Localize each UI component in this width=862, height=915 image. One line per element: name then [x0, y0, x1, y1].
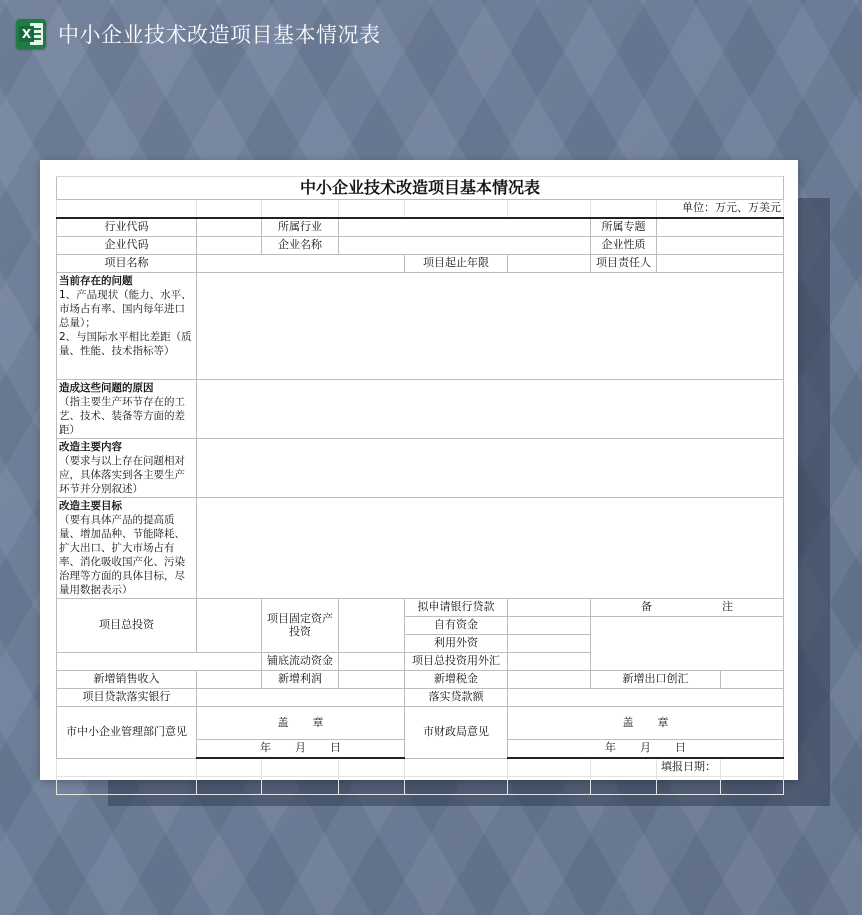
sheet-title: 中小企业技术改造项目基本情况表: [57, 177, 784, 200]
problems-label: 当前存在的问题 1、产品现状（能力、水平、市场占有率、国内每年进口总量）； 2、与国际水平相比差距（质量、性能、技术指标等）: [57, 273, 197, 380]
fixed-investment-cell[interactable]: [339, 599, 405, 653]
new-sales-cell[interactable]: [197, 671, 262, 689]
notes-header: 备 注: [591, 599, 784, 617]
excel-icon: X: [16, 19, 46, 49]
industry-code-cell[interactable]: [197, 218, 262, 237]
new-profit-cell[interactable]: [339, 671, 405, 689]
project-period-cell[interactable]: [508, 255, 591, 273]
topic-cell[interactable]: [657, 218, 784, 237]
company-type-cell[interactable]: [657, 237, 784, 255]
causes-cell[interactable]: [197, 380, 784, 439]
company-name-label: 企业名称: [262, 237, 339, 255]
foreign-capital-label: 利用外资: [405, 635, 508, 653]
sme-date[interactable]: 年 月 日: [197, 740, 405, 759]
loan-bank-cell[interactable]: [197, 689, 405, 707]
bank-loan-label: 拟申请银行贷款: [405, 599, 508, 617]
new-export-cell[interactable]: [721, 671, 784, 689]
spreadsheet-page: [40, 160, 798, 780]
blank-cell: [57, 653, 262, 671]
bank-loan-cell[interactable]: [508, 599, 591, 617]
form-table: [56, 176, 784, 795]
fx-label: 项目总投资用外汇: [405, 653, 508, 671]
finance-date[interactable]: 年 月 日: [508, 740, 784, 759]
fx-cell[interactable]: [508, 653, 591, 671]
company-name-cell[interactable]: [339, 237, 591, 255]
content-cell[interactable]: [197, 439, 784, 498]
total-investment-label: 项目总投资: [57, 599, 197, 653]
company-code-cell[interactable]: [197, 237, 262, 255]
unit-label: 单位：万元、万美元: [657, 200, 784, 219]
new-export-label: 新增出口创汇: [591, 671, 721, 689]
total-investment-cell[interactable]: [197, 599, 262, 653]
project-name-label: 项目名称: [57, 255, 197, 273]
loan-amount-label: 落实贷款额: [405, 689, 508, 707]
industry-cell[interactable]: [339, 218, 591, 237]
notes-cell[interactable]: [591, 617, 784, 671]
fill-date-label: 填报日期：: [657, 758, 721, 777]
working-capital-cell[interactable]: [339, 653, 405, 671]
loan-amount-cell[interactable]: [508, 689, 784, 707]
new-sales-label: 新增销售收入: [57, 671, 197, 689]
goals-label: 改造主要目标 （要有具体产品的提高质量、增加品种、节能降耗、扩大出口、扩大市场占有率、消化吸收国产化、污染治理等方面的具体目标，尽量用数据表示）: [57, 498, 197, 599]
new-profit-label: 新增利润: [262, 671, 339, 689]
industry-label: 所属行业: [262, 218, 339, 237]
topic-label: 所属专题: [591, 218, 657, 237]
company-code-label: 企业代码: [57, 237, 197, 255]
content-label: 改造主要内容 （要求与以上存在问题相对应，具体落实到各主要生产环节并分别叙述）: [57, 439, 197, 498]
own-funds-label: 自有资金: [405, 617, 508, 635]
project-name-cell[interactable]: [197, 255, 405, 273]
sme-seal: 盖 章: [197, 707, 405, 740]
new-tax-label: 新增税金: [405, 671, 508, 689]
fixed-investment-label: 项目固定资产投资: [262, 599, 339, 653]
project-lead-cell[interactable]: [657, 255, 784, 273]
industry-code-label: 行业代码: [57, 218, 197, 237]
finance-opinion-label: 市财政局意见: [405, 707, 508, 759]
working-capital-label: 铺底流动资金: [262, 653, 339, 671]
causes-label: 造成这些问题的原因 （指主要生产环节存在的工艺、技术、装备等方面的差距）: [57, 380, 197, 439]
problems-cell[interactable]: [197, 273, 784, 380]
company-type-label: 企业性质: [591, 237, 657, 255]
window-header: [16, 14, 381, 54]
finance-seal: 盖 章: [508, 707, 784, 740]
loan-bank-label: 项目贷款落实银行: [57, 689, 197, 707]
project-lead-label: 项目责任人: [591, 255, 657, 273]
fill-date-cell[interactable]: [721, 758, 784, 777]
foreign-capital-cell[interactable]: [508, 635, 591, 653]
app-title: 中小企业技术改造项目基本情况表: [58, 23, 381, 47]
own-funds-cell[interactable]: [508, 617, 591, 635]
new-tax-cell[interactable]: [508, 671, 591, 689]
sme-opinion-label: 市中小企业管理部门意见: [57, 707, 197, 759]
goals-cell[interactable]: [197, 498, 784, 599]
project-period-label: 项目起止年限: [405, 255, 508, 273]
